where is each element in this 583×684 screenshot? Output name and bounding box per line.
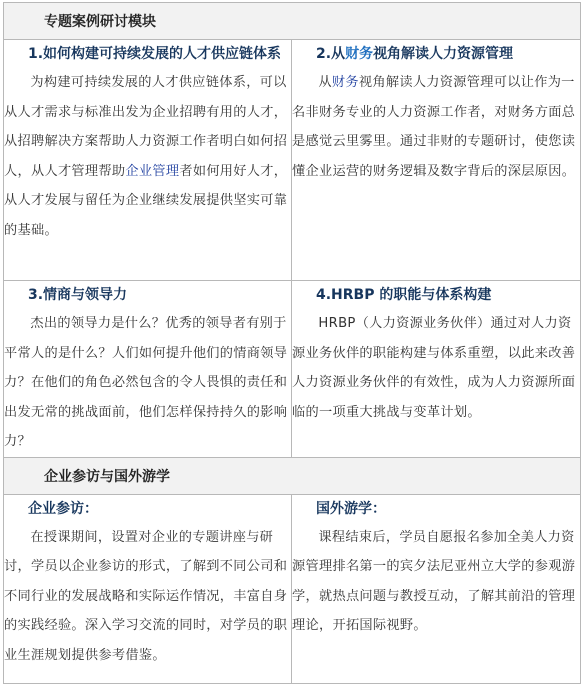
- topic-cell: [4, 494, 292, 683]
- topic-body: 杰出的领导力是什么？优秀的领导者有别于平常人的是什么？人们如何提升他们的情商领导力？在他们的角色必然包含的令人畏惧的责任和出发无常的挑战面前，他们怎样保持持久的影响力？: [4, 316, 288, 449]
- topic-heading: [292, 40, 580, 68]
- topic-heading-text: 视角解读人力资源管理: [373, 46, 514, 62]
- section-header-row: [4, 457, 581, 494]
- topic-body-text: 视角解读人力资源管理可以让作为一名非财务专业的人力资源工作者，对财务方面总是感觉云里雾里。通过非财的专题研讨，使您读懂企业运营的财务逻辑及数字背后的深层原因。: [292, 75, 576, 179]
- topic-cell: [292, 281, 581, 458]
- topic-body: 课程结束后，学员自愿报名参加全美人力资源管理排名第一的宾夕法尼亚州立大学的参观游学，就热点问题与教授互动，了解其前沿的管理理论，开拓国际视野。: [292, 529, 576, 633]
- topic-cell: [4, 281, 292, 458]
- course-module-page: [0, 2, 583, 669]
- table-row: [4, 40, 581, 281]
- section-title: 专题案例研讨模块: [44, 14, 156, 30]
- topic-heading: 国外游学：: [316, 500, 386, 517]
- topic-heading: 4.HRBP 的职能与体系构建: [316, 287, 492, 303]
- topic-body-text: 者如何用好人才，从人才发展与留任为企业继续发展提供坚实可靠的基础。: [4, 163, 288, 238]
- enterprise-management-link[interactable]: 企业管理: [125, 163, 180, 179]
- module-table: [3, 2, 581, 684]
- topic-heading: 3.情商与领导力: [28, 287, 128, 303]
- section-header: [4, 457, 581, 494]
- topic-body: [4, 68, 291, 245]
- finance-link[interactable]: 财务: [345, 46, 374, 62]
- topic-cell: [292, 494, 581, 683]
- topic-body: [292, 68, 580, 186]
- section-title: 企业参访与国外游学: [44, 468, 170, 485]
- finance-link[interactable]: 财务: [331, 75, 359, 90]
- topic-heading-text: 2.从: [316, 46, 346, 62]
- section-header: [4, 3, 581, 40]
- topic-body: 在授课期间，设置对企业的专题讲座与研讨，学员以企业参访的形式，了解到不同公司和不同行业的发展战略和实际运作情况，丰富自身的实践经验。深入学习交流的同时，对学员的职业生涯规划提供参考借鉴。: [4, 529, 288, 663]
- table-row: [4, 281, 581, 458]
- topic-body-text: 从: [318, 75, 332, 90]
- topic-heading: 1.如何构建可持续发展的人才供应链体系: [28, 46, 282, 62]
- section-header-row: [4, 3, 581, 40]
- topic-cell: [4, 40, 292, 281]
- topic-body: HRBP（人力资源业务伙伴）通过对人力资源业务伙伴的职能构建与体系重塑，以此来改善人力资源业务伙伴的有效性，成为人力资源所面临的一项重大挑战与变革计划。: [292, 316, 576, 420]
- table-row: [4, 494, 581, 683]
- topic-body-text: 为构建可持续发展的人才供应链体系，可以从人才需求与标准出发为企业招聘有用的人才，从招聘解决方案帮助人力资源工作者明白如何招人，从人才管理帮助: [4, 75, 288, 179]
- topic-heading: 企业参访：: [28, 500, 98, 517]
- topic-cell: [292, 40, 581, 281]
